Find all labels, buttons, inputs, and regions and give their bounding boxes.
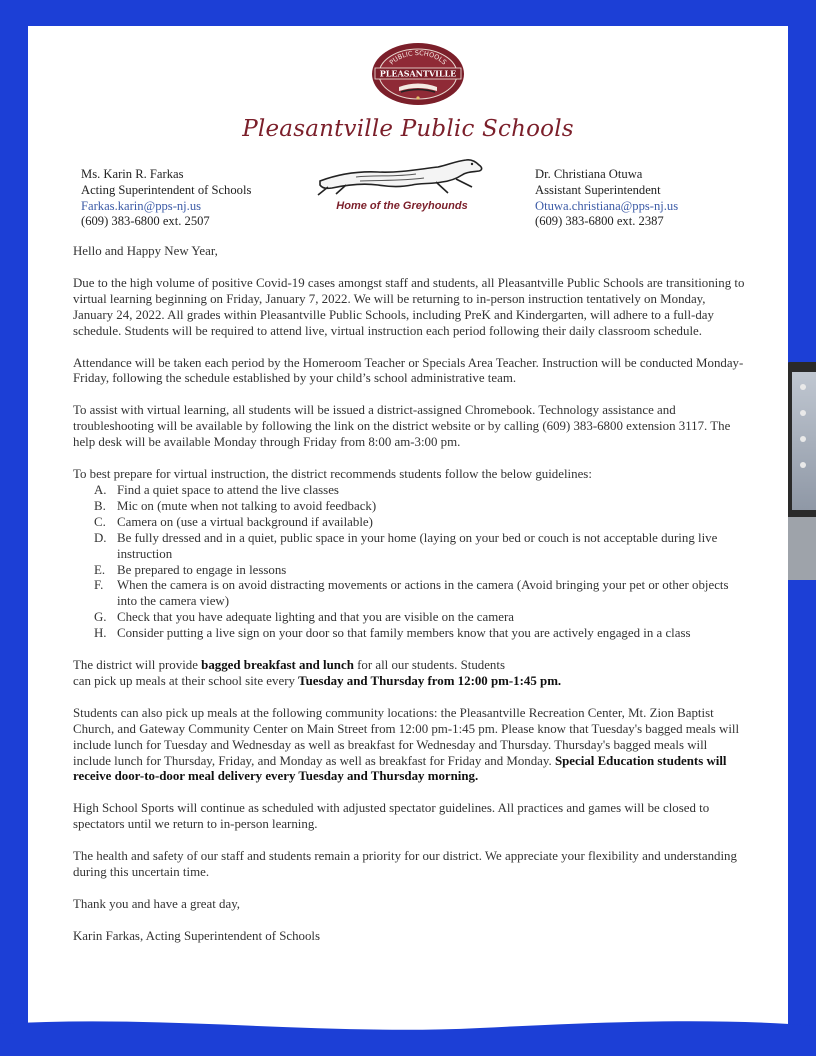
paragraph-sports: High School Sports will continue as scheduled with adjusted spectator guidelines. All practices and games will be closed to spectators until we return to in-person learning. [73, 801, 710, 832]
pleasantville-logo [371, 42, 465, 106]
laptop-photo [786, 362, 816, 580]
paragraph-meals: The district will provide bagged breakfast and lunch for all our students. Students can pick up meals at their school site every Tuesday and Thursday from 12:00 pm-1:45 pm. [73, 658, 562, 688]
left-contact-email-link[interactable]: Farkas.karin@pps-nj.us [81, 198, 202, 213]
paragraph-attendance: Attendance will be taken each period by the Homeroom Teacher or Specials Area Teacher. Instruction will be conducted Monday-Friday, following the schedule established by your child’s school administrative team. [73, 355, 744, 386]
right-contact-email-link[interactable]: Otuwa.christiana@pps-nj.us [535, 198, 679, 213]
guideline-item: F. When the camera is on avoid distracting movements or actions in the camera (Avoid bringing your pet or other objects into the camera view) [94, 578, 729, 609]
screen-dot [800, 384, 806, 390]
greyhound-icon [316, 155, 486, 197]
letter-body [73, 244, 745, 961]
guideline-item: C. Camera on (use a virtual background if available) [94, 514, 373, 529]
closing: Thank you and have a great day, [73, 897, 241, 911]
guidelines-intro: To best prepare for virtual instruction, the district recommends students follow the below guidelines: [73, 467, 592, 482]
signature: Karin Farkas, Acting Superintendent of Schools [73, 928, 321, 943]
paragraph-health: The health and safety of our staff and students remain a priority for our district. We appreciate your flexibility and understanding during this uncertain time. [73, 849, 737, 880]
school-title: Pleasantville Public Schools [242, 116, 574, 142]
screen-dot [800, 410, 806, 416]
logo-name-text: PLEASANTVILLE [379, 68, 457, 79]
screen-dot [800, 436, 806, 442]
paragraph-virtual-learning: Due to the high volume of positive Covid-19 cases amongst staff and students, all Pleasantville Public Schools are transitioning to virtual learning beginning on Friday, January 7, 2022. We will be returning to in-person instruction tentatively on Monday, January 24, 2022. All grades within Pleasantville Public Schools, including PreK and Kindergarten, will adhere to a full-day schedule. Students will be required to attend live, virtual instruction each period following their daily classroom schedule. [73, 275, 745, 338]
left-contact-title: Acting Superintendent of Schools [81, 182, 252, 197]
bottom-wave [0, 1016, 816, 1056]
laptop-base [786, 517, 816, 580]
guideline-item: D. Be fully dressed and in a quiet, public space in your home (laying on your bed or couch is not acceptable during live instruction [94, 530, 718, 561]
tagline: Home of the Greyhounds [336, 200, 468, 212]
right-contact-title: Assistant Superintendent [535, 182, 661, 197]
paragraph-chromebook: To assist with virtual learning, all students will be issued a district-assigned Chromebook. Technology assistance and troubleshooting will be available by following the link on the district website or by calling (609) 383-6800 extension 3117. The help desk will be available Monday through Friday from 8:00 am-3:00 pm. [73, 403, 731, 450]
guideline-item: E. Be prepared to engage in lessons [94, 562, 287, 577]
left-contact-block [81, 167, 251, 230]
left-contact-name: Ms. Karin R. Farkas [81, 167, 184, 181]
right-contact-block [535, 167, 678, 230]
guideline-item: B. Mic on (mute when not talking to avoid feedback) [94, 498, 377, 513]
guidelines-list [73, 483, 745, 642]
greeting: Hello and Happy New Year, [73, 244, 218, 258]
screen-dot [800, 462, 806, 468]
guideline-item: G. Check that you have adequate lighting and that you are visible on the camera [94, 610, 514, 625]
guideline-item: A. Find a quiet space to attend the live classes [94, 482, 339, 497]
logo-arc-text: PUBLIC SCHOOLS [387, 49, 449, 67]
right-contact-phone: (609) 383-6800 ext. 2387 [535, 214, 664, 229]
paragraph-community-meals: Students can also pick up meals at the following community locations: the Pleasantville Recreation Center, Mt. Zion Baptist Church, and Gateway Community Center on Main Street from 12:00 pm-1:45 pm. Please know that Tuesday's bagged meals will include lunch for Tuesday and Wednesday as well as breakfast for Wednesday and Thursday. Thursday's bagged meals will include lunch for Thursday, Friday, and Monday as well as breakfast for Friday and Monday. Special Education students will receive door-to-door meal delivery every Tuesday and Thursday morning. [73, 705, 740, 784]
right-contact-name: Dr. Christiana Otuwa [535, 167, 643, 181]
left-contact-phone: (609) 383-6800 ext. 2507 [81, 214, 210, 229]
guideline-item: H. Consider putting a live sign on your door so that family members know that you are actively engaged in a class [94, 626, 691, 641]
